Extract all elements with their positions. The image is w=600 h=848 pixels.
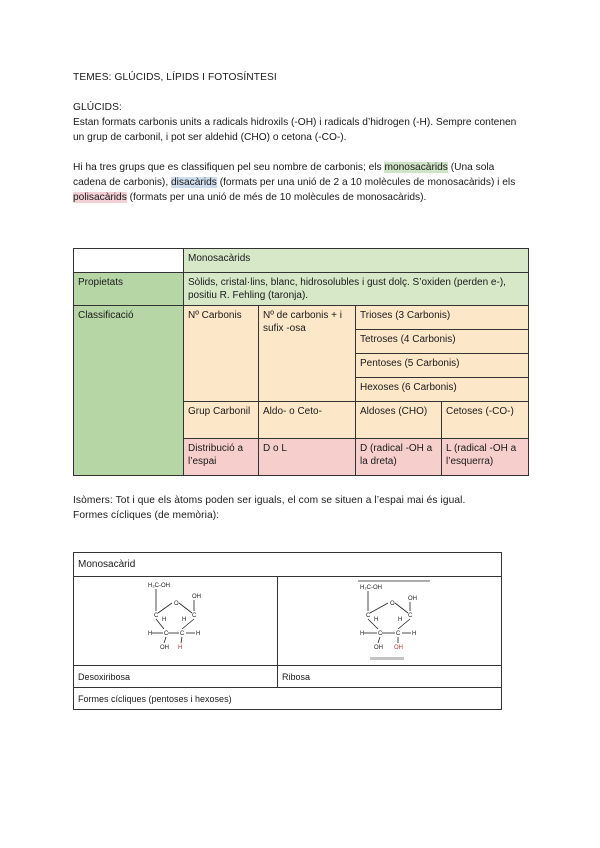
mol-label: O [173,601,179,607]
cell-distribucio: Distribució a l’espai [184,439,259,476]
mol-label: H [147,631,152,637]
section-heading: GLÚCIDS: [73,102,122,113]
cyclic-forms-line: Formes cícliques (de memòria): [73,510,220,521]
cell-grup-carbonil: Grup Carbonil [184,402,259,439]
mol-label: H [411,631,416,637]
isomers-line: Isòmers: Tot i que els àtoms poden ser iguals, el com se situen a l’espai mai és igual. [73,495,466,506]
mol-label: C [395,631,400,637]
cell-tetroses: Tetroses (4 Carbonis) [356,330,529,354]
mol-label: H [177,645,182,651]
mol-label: OH [407,596,417,602]
mol-label: OH [191,594,201,600]
cell-d-o-l: D o L [259,439,356,476]
mol-label: H [373,617,378,623]
mol-label: C [377,631,382,637]
mol-label: O [389,601,395,607]
cell-aldoses: Aldoses (CHO) [356,402,442,439]
table-corner-cell [74,249,184,273]
mol-label: H₂C-OH [359,585,382,591]
mol-label: H₂C-OH [147,583,170,589]
mol-label: H [195,631,200,637]
cell-l-radical: L (radical -OH a l’esquerra) [442,439,529,476]
mol-label: C [191,613,196,619]
highlight-disacarids: disacàrids [170,177,217,188]
groups-paragraph [73,160,523,205]
mol-bonds [152,589,195,643]
cell-cetoses: Cetoses (-CO-) [442,402,529,439]
intro-paragraph: Estan formats carbonis units a radicals hidroxils (-OH) i radicals d’hidrogen (-H). Sempre contenen un grup de carbonil, i pot ser aldehid (CHO) o cetona (-CO-). [73,117,517,143]
cell-n-carbonis: Nº Carbonis [184,306,259,402]
row-label-propietats: Propietats [74,273,184,306]
cell-trioses: Trioses (3 Carbonis) [356,306,529,330]
mol-label: H [161,617,166,623]
desoxiribosa-structure [74,577,278,666]
mol-label: C [179,631,184,637]
cell-d-radical: D (radical -OH a la dreta) [356,439,442,476]
mol-label: C [153,613,158,619]
mol-label: H [359,631,364,637]
mol-label: C [163,631,168,637]
cell-pentoses: Pentoses (5 Carbonis) [356,354,529,378]
cell-aldo-ceto: Aldo- o Ceto- [259,402,356,439]
groups-text-3: (formats per una unió de 2 a 10 molècules de monosacàrids) i els [216,177,516,188]
monosacarids-table [73,248,529,476]
groups-text-1: Hi ha tres grups que es classifiquen pel seu nombre de carbonis; els [73,162,385,173]
ribosa-molecule-diagram [280,577,500,662]
cell-n-carbonis-sufix: Nº de carbonis + i sufix -osa [259,306,356,402]
highlight-monosacarids: monosacàrids [384,162,448,173]
highlight-polisacarids: polisacàrids [73,192,127,203]
cyclic-forms-table [73,552,502,710]
groups-text-2: (Una sola cadena de carbonis), [73,162,495,188]
mol-bonds [364,591,411,643]
mol-label: H [397,617,402,623]
row-label-classificacio: Classificació [74,306,184,476]
groups-text-4: (formats per una unió de més de 10 molècules de monosacàrids). [126,192,427,203]
mol-label: OH [393,645,403,651]
ribosa-structure [278,577,502,666]
document-title: TEMES: GLÚCIDS, LÍPIDS I FOTOSÍNTESI [73,72,277,83]
table-header-monosacarids: Monosacàrids [184,249,529,273]
table2-footer: Formes cícliques (pentoses i hexoses) [74,688,502,710]
mol-label: C [365,613,370,619]
mol-label: H [181,617,186,623]
mol-label: OH [373,645,383,651]
desoxiribosa-molecule-diagram [76,577,276,662]
mol-label: OH [159,645,169,651]
label-desoxiribosa: Desoxiribosa [74,666,278,688]
mol-label: C [407,613,412,619]
cell-hexoses: Hexoses (6 Carbonis) [356,378,529,402]
table2-header: Monosacàrid [74,553,502,577]
propietats-value: Sòlids, cristal·lins, blanc, hidrosolubles i gust dolç. S’oxiden (perden e-), positiu R. Fehling (taronja). [184,273,529,306]
label-ribosa: Ribosa [278,666,502,688]
